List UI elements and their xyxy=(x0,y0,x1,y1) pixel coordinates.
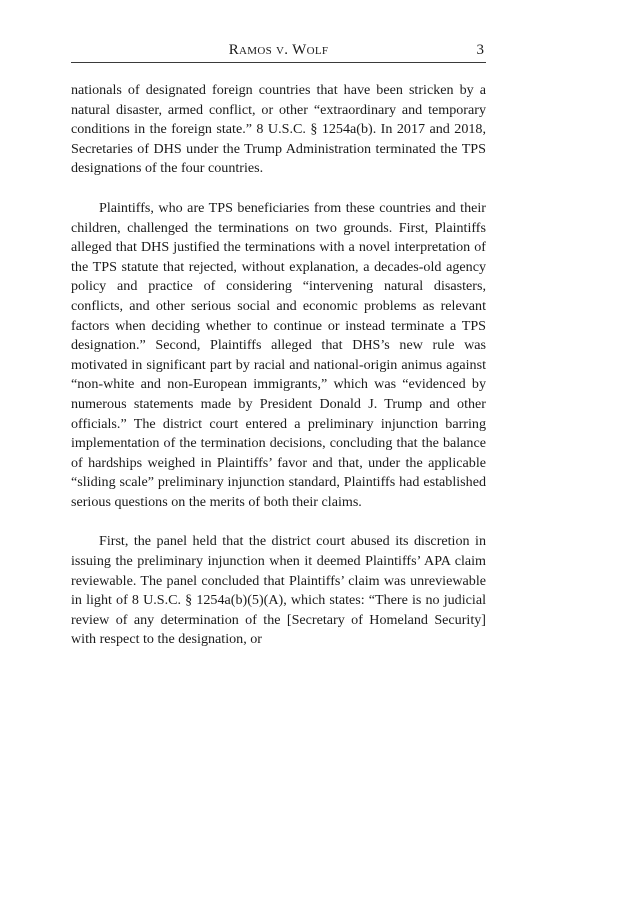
paragraph-panel-holding: First, the panel held that the district court abused its discretion in issuing the preliminary injunction when it deemed Plaintiffs’ APA claim reviewable. The panel concluded that Plaintiffs’ claim was unreviewable in light of 8 U.S.C. § 1254a(b)(5)(A), which states: “There is no judicial review of any determination of the [Secretary of Homeland Security] with respect to the designation, or xyxy=(71,533,486,648)
running-title: Ramos v. Wolf xyxy=(228,42,329,58)
page-header xyxy=(71,40,486,63)
paragraph-plaintiffs-claims: Plaintiffs, who are TPS beneficiaries from these countries and their children, challenged the terminations on two grounds. First, Plaintiffs alleged that DHS justified the terminations with a novel interpretation of the TPS statute that rejected, without explanation, a decades-old agency policy and practice of considering “intervening natural disasters, conflicts, and other serious social and economic problems as relevant factors when deciding whether to continue or instead terminate a TPS designation.” Second, Plaintiffs alleged that DHS’s new rule was motivated in significant part by racial and national-origin animus against “non-white and non-European immigrants,” which was “evidenced by numerous statements made by President Donald J. Trump and other officials.” The district court entered a preliminary injunction barring implementation of the termination decisions, concluding that the balance of hardships weighed in Plaintiffs’ favor and that, under the applicable “sliding scale” preliminary injunction standard, Plaintiffs had established serious questions on the merits of both their claims. xyxy=(71,199,486,510)
paragraph-continuation: nationals of designated foreign countries that have been stricken by a natural disaster, armed conflict, or other “extraordinary and temporary conditions in the foreign state.” 8 U.S.C. § 1254a(b). In 2017 and 2018, Secretaries of DHS under the Trump Administration terminated the TPS designations of the four countries. xyxy=(71,82,486,177)
body-text xyxy=(71,81,486,650)
page-number: 3 xyxy=(476,42,484,58)
